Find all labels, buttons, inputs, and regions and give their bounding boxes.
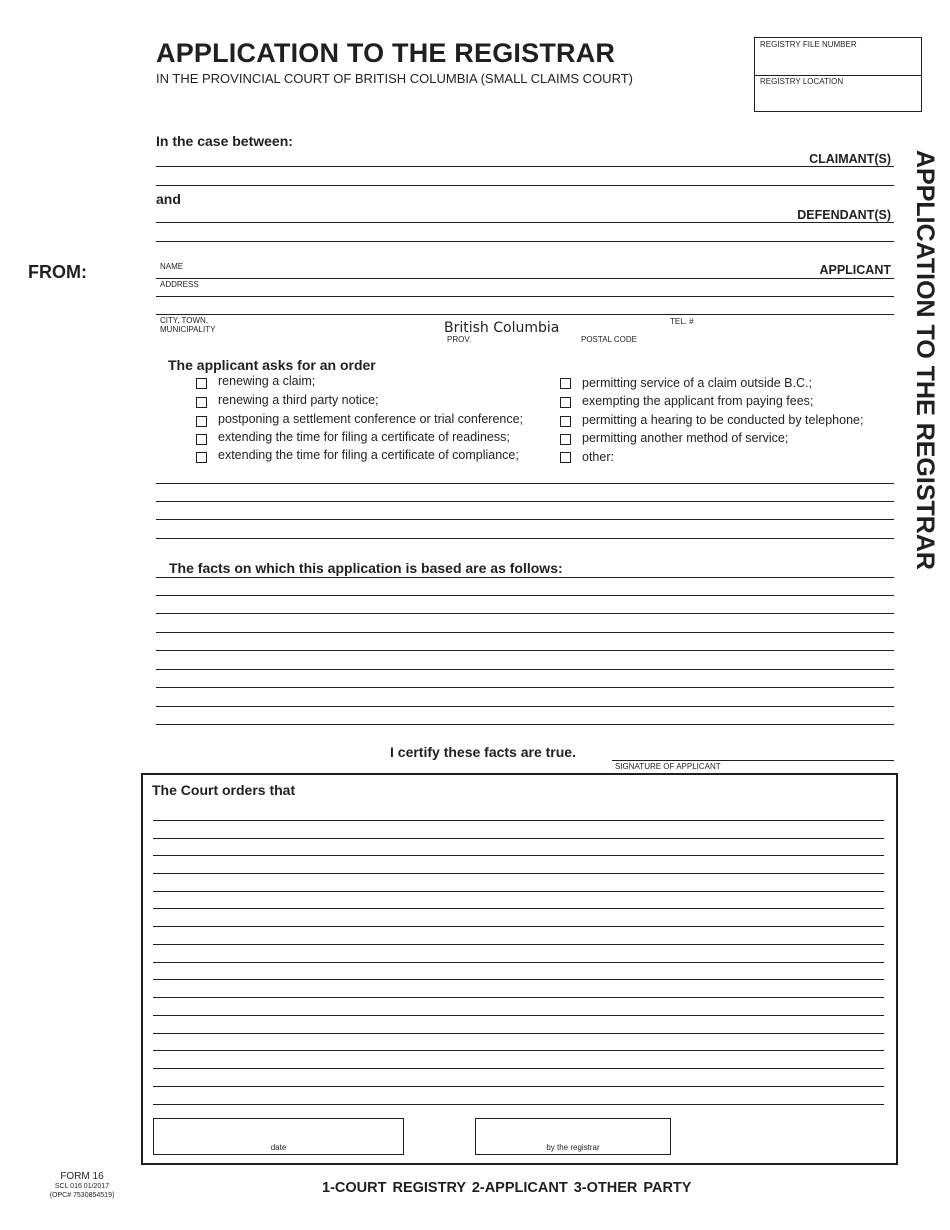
court-order-line[interactable] <box>153 926 884 927</box>
registry-box <box>754 37 922 112</box>
registry-box-divider <box>755 75 921 76</box>
copy-distribution: 1-COURT REGISTRY 2-APPLICANT 3-OTHER PARTY <box>322 1180 692 1196</box>
order-other-line-1[interactable] <box>156 483 894 484</box>
prov-label: PROV. <box>447 335 472 344</box>
option-label: extending the time for filing a certificate of readiness; <box>218 430 510 444</box>
checkbox-postpone-conference[interactable] <box>196 416 207 427</box>
facts-line[interactable] <box>156 724 894 725</box>
facts-line[interactable] <box>156 632 894 633</box>
address-line[interactable] <box>156 296 894 297</box>
case-between-label: In the case between: <box>156 133 293 149</box>
court-order-line[interactable] <box>153 1068 884 1069</box>
option-label: postponing a settlement conference or trial conference; <box>218 412 524 426</box>
defendant-line-1[interactable] <box>156 222 894 223</box>
postal-code-label: POSTAL CODE <box>581 335 638 344</box>
claimants-label: CLAIMANT(S) <box>809 152 891 166</box>
option-label: other: <box>582 450 614 464</box>
option-label: renewing a claim; <box>218 374 316 388</box>
court-order-line[interactable] <box>153 838 884 839</box>
date-label: date <box>270 1143 287 1152</box>
court-order-line[interactable] <box>153 873 884 874</box>
form-number: FORM 16 <box>60 1171 104 1182</box>
checkbox-other[interactable] <box>560 452 571 463</box>
option-label: extending the time for filing a certificate of compliance; <box>218 448 519 462</box>
option-label: permitting a hearing to be conducted by telephone; <box>582 413 864 427</box>
order-request-heading: The applicant asks for an order <box>168 357 376 373</box>
address-label: ADDRESS <box>160 280 199 289</box>
city-label-line2: MUNICIPALITY <box>160 325 216 334</box>
signature-line[interactable] <box>612 760 894 761</box>
court-order-box <box>141 773 898 1165</box>
court-order-line[interactable] <box>153 1033 884 1034</box>
claimant-line-1[interactable] <box>156 166 894 167</box>
city-label <box>160 316 215 334</box>
registry-location-label: REGISTRY LOCATION <box>760 77 844 86</box>
option-label: exempting the applicant from paying fees; <box>582 394 814 408</box>
facts-line[interactable] <box>156 706 894 707</box>
checkbox-extend-readiness[interactable] <box>196 434 207 445</box>
court-order-line[interactable] <box>153 979 884 980</box>
form-title: APPLICATION TO THE REGISTRAR <box>156 38 616 68</box>
court-order-line[interactable] <box>153 997 884 998</box>
and-label: and <box>156 191 181 207</box>
applicant-label: APPLICANT <box>819 263 891 277</box>
facts-line[interactable] <box>156 650 894 651</box>
address-line-2[interactable] <box>156 314 894 315</box>
defendants-label: DEFENDANT(S) <box>797 208 891 222</box>
certify-statement: I certify these facts are true. <box>390 744 576 760</box>
option-label: permitting service of a claim outside B.C.; <box>582 376 812 390</box>
order-other-line-4[interactable] <box>156 538 894 539</box>
facts-line[interactable] <box>156 613 894 614</box>
court-order-line[interactable] <box>153 855 884 856</box>
court-order-line[interactable] <box>153 1104 884 1105</box>
court-subtitle: IN THE PROVINCIAL COURT OF BRITISH COLUMBIA (SMALL CLAIMS COURT) <box>156 71 633 86</box>
checkbox-extend-compliance[interactable] <box>196 452 207 463</box>
option-label: permitting another method of service; <box>582 431 789 445</box>
opc-number: (OPC# 7530854519) <box>49 1192 115 1199</box>
side-title: APPLICATION TO THE REGISTRAR <box>911 150 939 570</box>
court-order-line[interactable] <box>153 1050 884 1051</box>
order-other-line-3[interactable] <box>156 519 894 520</box>
form-code: SCL 016 01/2017 <box>54 1183 110 1190</box>
tel-label: TEL. # <box>670 317 694 326</box>
facts-heading: The facts on which this application is based are as follows: <box>169 560 563 576</box>
facts-line[interactable] <box>156 577 894 578</box>
facts-line[interactable] <box>156 669 894 670</box>
court-order-line[interactable] <box>153 1015 884 1016</box>
registry-file-number-label: REGISTRY FILE NUMBER <box>760 40 857 49</box>
from-label: FROM: <box>28 262 87 282</box>
checkbox-other-service[interactable] <box>560 434 571 445</box>
court-order-line[interactable] <box>153 908 884 909</box>
order-other-line-2[interactable] <box>156 501 894 502</box>
name-line[interactable] <box>156 278 894 279</box>
name-label: NAME <box>160 262 184 271</box>
checkbox-exempt-fees[interactable] <box>560 397 571 408</box>
checkbox-service-outside-bc[interactable] <box>560 378 571 389</box>
facts-line[interactable] <box>156 595 894 596</box>
registrar-signature-box[interactable] <box>475 1118 671 1155</box>
court-order-line[interactable] <box>153 944 884 945</box>
checkbox-renew-claim[interactable] <box>196 378 207 389</box>
claimant-line-2[interactable] <box>156 185 894 186</box>
court-orders-heading: The Court orders that <box>152 782 296 798</box>
court-order-line[interactable] <box>153 962 884 963</box>
registrar-label: by the registrar <box>546 1143 600 1152</box>
court-order-line[interactable] <box>153 820 884 821</box>
form-identifier <box>40 1172 124 1200</box>
court-order-line[interactable] <box>153 891 884 892</box>
defendant-line-2[interactable] <box>156 241 894 242</box>
date-box[interactable] <box>153 1118 404 1155</box>
court-order-line[interactable] <box>153 1086 884 1087</box>
province-value[interactable]: British Columbia <box>444 320 560 336</box>
checkbox-renew-third-party[interactable] <box>196 397 207 408</box>
city-label-line1: CITY, TOWN, <box>160 316 209 325</box>
signature-label: SIGNATURE OF APPLICANT <box>615 762 721 771</box>
checkbox-telephone-hearing[interactable] <box>560 416 571 427</box>
option-label: renewing a third party notice; <box>218 393 379 407</box>
facts-line[interactable] <box>156 687 894 688</box>
